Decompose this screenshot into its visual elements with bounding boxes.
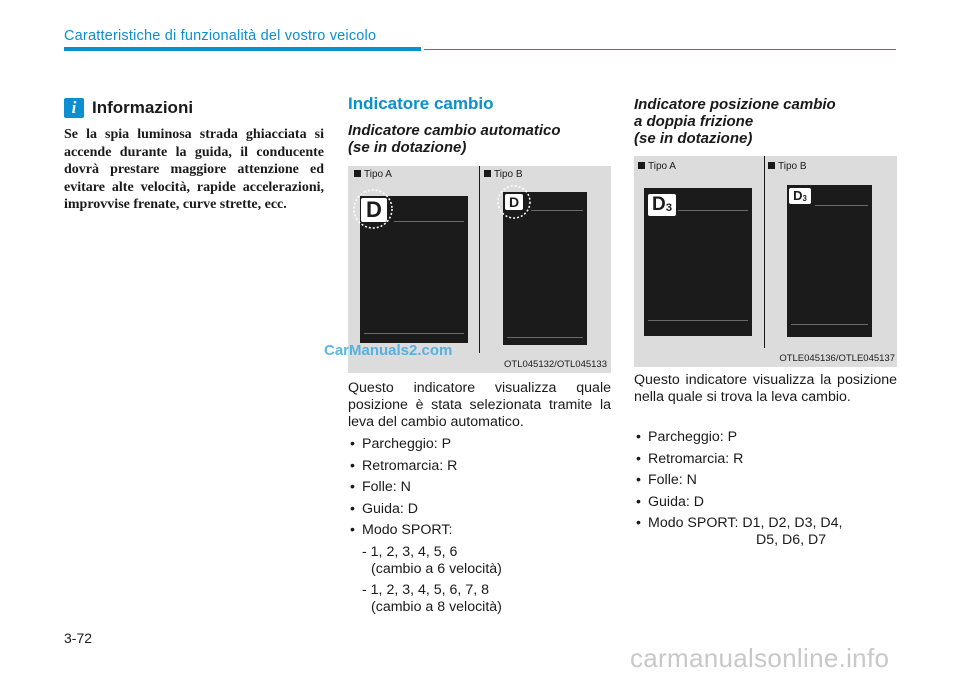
info-title: Informazioni	[92, 98, 194, 117]
screen-line	[815, 205, 868, 206]
figure-code: OTLE045136/OTLE045137	[779, 353, 895, 364]
header-rule-thick	[64, 47, 421, 51]
footer-watermark: carmanualsonline.info	[630, 643, 890, 673]
section-header: Caratteristiche di funzionalità del vostro veicolo	[64, 28, 377, 44]
cluster-screen-type-b	[787, 185, 872, 337]
dct-gear-list	[634, 429, 897, 554]
sport-mode-6-speed	[362, 544, 612, 578]
sport-label: Modo SPORT: D1, D2, D3, D4,	[648, 515, 843, 532]
figure-label-text: Tipo A	[648, 161, 676, 172]
gear-badge-d: D	[505, 194, 523, 210]
screen-line	[648, 320, 748, 321]
list-item: • Folle: N	[348, 479, 611, 496]
info-body: Se la spia luminosa strada ghiacciata si accende durante la guida, il conducente dovrà prestare maggiore attenzione ed evitare alte velocità, rapide accelerazioni, improvvise frenate, curve strette, ecc.	[64, 127, 324, 213]
gear-badge-d3	[648, 194, 676, 216]
figure-code: OTL045132/OTL045133	[504, 359, 607, 370]
sport-note: (cambio a 8 velocità)	[371, 599, 502, 615]
sport-label-cont: D5, D6, D7	[756, 532, 827, 549]
gear-number: 3	[665, 202, 673, 215]
list-item: • Retromarcia: R	[348, 458, 611, 475]
header-rule-thin	[424, 49, 896, 50]
sport-values: - 1, 2, 3, 4, 5, 6, 7, 8	[362, 582, 489, 598]
figure-label-text: Tipo A	[364, 169, 392, 180]
auto-subtitle-line: Indicatore cambio automatico	[348, 122, 561, 139]
list-item: • Modo SPORT:	[348, 522, 611, 539]
auto-subtitle	[348, 122, 561, 156]
sport-values-text: 1, 2, 3, 4, 5, 6, 7, 8	[370, 582, 489, 598]
list-item: • Guida: D	[634, 494, 897, 511]
sport-note: (cambio a 6 velocità)	[371, 561, 502, 577]
figure-divider	[764, 156, 765, 348]
gear-number: 3	[802, 193, 807, 203]
auto-description: Questo indicatore visualizza quale posizione è stata selezionata tramite la leva del cambio automatico.	[348, 380, 611, 430]
watermark-text: CarManuals2.com	[324, 342, 453, 359]
sport-mode-8-speed	[362, 582, 612, 616]
dct-subtitle	[634, 96, 836, 147]
list-item: • Parcheggio: P	[634, 429, 897, 446]
figure-label-type-a	[354, 169, 392, 180]
screen-line	[394, 221, 464, 222]
figure-label-type-b	[484, 169, 523, 180]
list-item: • Folle: N	[634, 472, 897, 489]
figure-label-type-a	[638, 161, 676, 172]
page-number: 3-72	[64, 630, 93, 646]
gear-letter: D	[793, 188, 803, 203]
dct-subtitle-line: (se in dotazione)	[634, 130, 753, 147]
list-item	[634, 515, 897, 549]
figure-label-type-b	[768, 161, 807, 172]
dct-description: Questo indicatore visualizza la posizione nella quale si trova la leva cambio.	[634, 372, 897, 405]
list-item: • Guida: D	[348, 501, 611, 518]
screen-line	[791, 324, 868, 325]
gear-badge-d: D	[361, 198, 387, 222]
dct-figure	[634, 156, 897, 367]
screen-line	[507, 337, 583, 338]
sport-values-text: 1, 2, 3, 4, 5, 6	[370, 544, 458, 560]
figure-divider	[479, 166, 480, 353]
section-title: Indicatore cambio	[348, 94, 494, 113]
sport-values: - 1, 2, 3, 4, 5, 6	[362, 544, 458, 560]
gear-badge-d3	[789, 188, 811, 204]
dct-subtitle-line: a doppia frizione	[634, 113, 754, 130]
screen-line	[678, 210, 748, 211]
auto-subtitle-line: (se in dotazione)	[348, 139, 467, 156]
gear-letter: D	[651, 194, 666, 215]
info-icon: i	[64, 98, 84, 118]
screen-line	[531, 210, 583, 211]
dct-subtitle-line: Indicatore posizione cambio	[634, 96, 836, 113]
auto-gear-list	[348, 436, 611, 544]
screen-line	[364, 333, 464, 334]
list-item: • Parcheggio: P	[348, 436, 611, 453]
list-item: • Retromarcia: R	[634, 451, 897, 468]
figure-label-text: Tipo B	[494, 169, 523, 180]
figure-label-text: Tipo B	[778, 161, 807, 172]
